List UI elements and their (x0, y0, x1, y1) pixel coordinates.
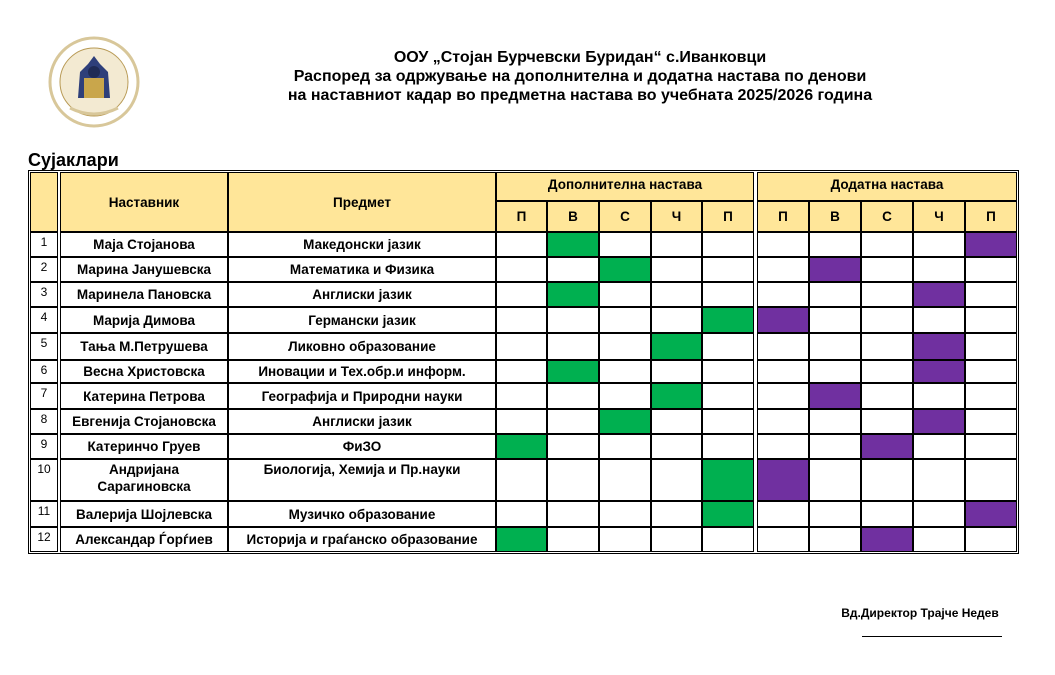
subject-name: Англиски јазик (228, 282, 496, 307)
subject-name: ФиЗО (228, 434, 496, 459)
row-number: 12 (30, 527, 58, 552)
subject-name: Географија и Природни науки (228, 383, 496, 409)
teacher-name: Весна Христовска (60, 360, 228, 383)
header-dopolnitelna: Дополнителна настава (496, 172, 754, 201)
row-number: 11 (30, 501, 58, 527)
header-day-dop: С (599, 201, 651, 232)
teacher-name: Катерина Петрова (60, 383, 228, 409)
header-day-dod: С (861, 201, 913, 232)
signature-label: Вд.Директор Трајче Недев (841, 606, 999, 620)
row-number: 5 (30, 333, 58, 360)
subject-name: Музичко образование (228, 501, 496, 527)
header-school: ООУ „Стојан Бурчевски Буридан“ с.Иванковци (393, 49, 767, 66)
teacher-name: Марија Димова (60, 307, 228, 333)
row-number: 7 (30, 383, 58, 409)
header-dodatna: Додатна настава (757, 172, 1017, 201)
header-day-dod: П (757, 201, 809, 232)
header-day-dod: Ч (913, 201, 965, 232)
teacher-name: Евгенија Стојановска (60, 409, 228, 434)
signature-line (862, 636, 1002, 637)
subject-name: Ликовно образование (228, 333, 496, 360)
subject-name: Историја и граѓанско образование (228, 527, 496, 552)
school-logo (40, 28, 148, 136)
subject-name: Македонски јазик (228, 232, 496, 257)
teacher-name: Валерија Шојлевска (60, 501, 228, 527)
row-number: 6 (30, 360, 58, 383)
subject-name: Иновации и Тех.обр.и информ. (228, 360, 496, 383)
table-outer-border (28, 170, 1019, 554)
teacher-name: Андријана Сарагиновска (60, 459, 228, 501)
schedule-table (30, 172, 1019, 554)
row-number: 10 (30, 459, 58, 501)
header-day-dop: П (702, 201, 754, 232)
row-number: 1 (30, 232, 58, 257)
header-day-dod: В (809, 201, 861, 232)
teacher-name: Маринела Пановска (60, 282, 228, 307)
location-title: Сујаклари (28, 150, 119, 170)
row-number: 2 (30, 257, 58, 282)
teacher-name: Маја Стојанова (60, 232, 228, 257)
teacher-name: Марина Јанушевска (60, 257, 228, 282)
header-day-dop: П (496, 201, 547, 232)
row-number: 4 (30, 307, 58, 333)
header-teacher: Наставник (60, 172, 228, 232)
header-title: Распоред за одржување на дополнителна и додатна настава по денови (293, 68, 867, 85)
teacher-name: Катеринчо Груев (60, 434, 228, 459)
teacher-name: Тања М.Петрушева (60, 333, 228, 360)
teacher-name: Александар Ѓорѓиев (60, 527, 228, 552)
document-header (230, 48, 930, 105)
row-number: 9 (30, 434, 58, 459)
subject-name: Математика и Физика (228, 257, 496, 282)
row-number: 3 (30, 282, 58, 307)
subject-name: Англиски јазик (228, 409, 496, 434)
header-day-dop: Ч (651, 201, 702, 232)
header-day-dop: В (547, 201, 599, 232)
subject-name: Германски јазик (228, 307, 496, 333)
header-day-dod: П (965, 201, 1017, 232)
header-subtitle: на наставниот кадар во предметна настава во учебната 2025/2026 година (287, 87, 873, 104)
subject-name: Биологија, Хемија и Пр.науки (228, 459, 496, 501)
row-number: 8 (30, 409, 58, 434)
header-subject: Предмет (228, 172, 496, 232)
